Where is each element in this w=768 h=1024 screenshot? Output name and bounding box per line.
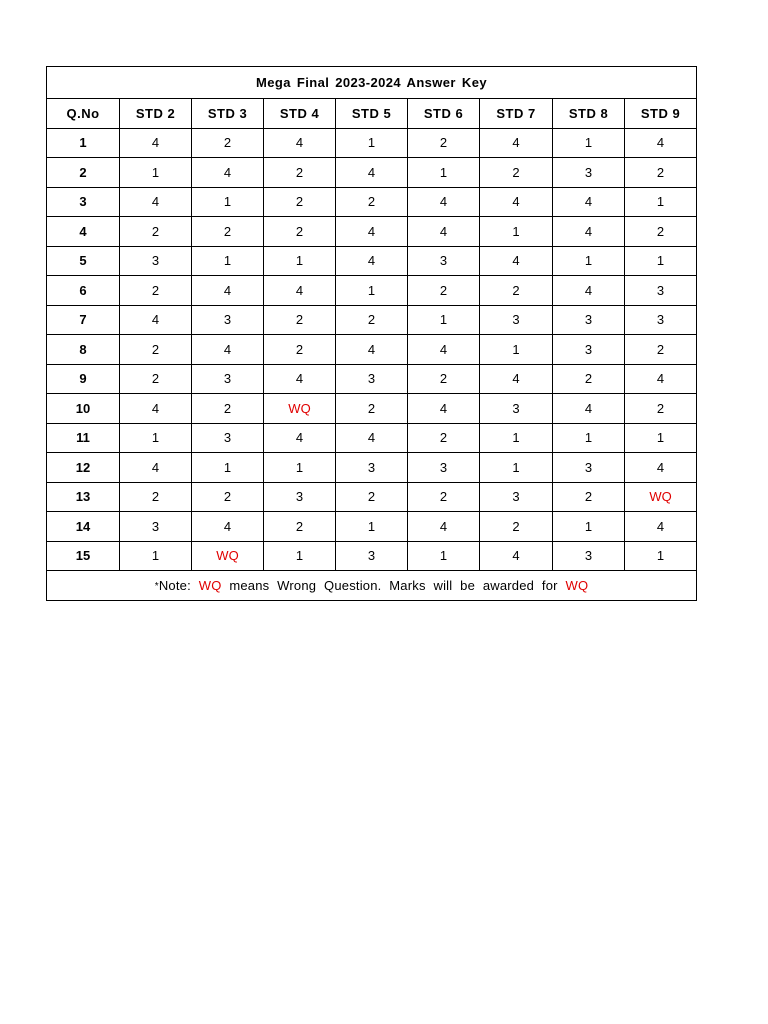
answer-cell: 2	[120, 276, 192, 306]
answer-cell: 1	[553, 246, 625, 276]
answer-cell: 4	[120, 394, 192, 424]
answer-cell: 4	[192, 512, 264, 542]
table-row	[47, 276, 697, 306]
answer-cell: 1	[336, 276, 408, 306]
answer-cell: 2	[408, 482, 480, 512]
answer-cell: 2	[120, 364, 192, 394]
answer-cell: 1	[480, 423, 553, 453]
answer-cell: 4	[625, 453, 697, 483]
answer-cell: 1	[264, 453, 336, 483]
note-star: *	[154, 580, 159, 592]
answer-cell: 2	[336, 482, 408, 512]
answer-cell: 2	[553, 482, 625, 512]
note-wq-first: WQ	[198, 577, 222, 593]
answer-cell: 2	[553, 364, 625, 394]
answer-cell: 2	[336, 305, 408, 335]
note-row	[47, 571, 697, 601]
table-row	[47, 305, 697, 335]
answer-cell: 2	[192, 482, 264, 512]
answer-cell: 3	[336, 453, 408, 483]
answer-cell: 1	[480, 335, 553, 365]
answer-cell: 3	[553, 158, 625, 188]
answer-cell: 3	[625, 305, 697, 335]
answer-cell: 2	[264, 217, 336, 247]
question-number: 1	[47, 128, 120, 158]
answer-cell: 2	[264, 187, 336, 217]
header-std-4: STD 4	[264, 99, 336, 129]
answer-cell: 4	[408, 217, 480, 247]
answer-key-table	[46, 66, 697, 601]
answer-cell: 3	[192, 364, 264, 394]
answer-cell: 2	[264, 335, 336, 365]
question-number: 8	[47, 335, 120, 365]
answer-cell: 4	[480, 364, 553, 394]
answer-cell: 4	[264, 128, 336, 158]
note-wq-second: WQ	[565, 577, 589, 593]
answer-cell: 2	[336, 187, 408, 217]
answer-cell: 2	[625, 217, 697, 247]
answer-cell: 3	[553, 453, 625, 483]
answer-cell: 2	[192, 394, 264, 424]
answer-cell: 4	[625, 128, 697, 158]
answer-cell: 1	[120, 158, 192, 188]
answer-cell: 1	[625, 423, 697, 453]
answer-cell: 1	[408, 158, 480, 188]
question-number: 6	[47, 276, 120, 306]
answer-cell: 1	[192, 187, 264, 217]
table-row	[47, 364, 697, 394]
wrong-question-cell: WQ	[625, 482, 697, 512]
table-row	[47, 217, 697, 247]
answer-cell: 1	[480, 217, 553, 247]
question-number: 10	[47, 394, 120, 424]
answer-cell: 4	[336, 158, 408, 188]
answer-cell: 4	[480, 128, 553, 158]
answer-cell: 2	[625, 335, 697, 365]
answer-cell: 4	[625, 512, 697, 542]
answer-cell: 2	[408, 128, 480, 158]
answer-cell: 2	[264, 158, 336, 188]
question-number: 4	[47, 217, 120, 247]
question-number: 13	[47, 482, 120, 512]
answer-cell: 1	[625, 246, 697, 276]
answer-cell: 4	[120, 128, 192, 158]
table-row	[47, 158, 697, 188]
note-text: means Wrong Question. Marks will be awarded for	[229, 577, 558, 593]
answer-cell: 3	[120, 512, 192, 542]
answer-cell: 2	[120, 482, 192, 512]
answer-cell: 4	[408, 187, 480, 217]
answer-cell: 4	[336, 246, 408, 276]
table-row	[47, 128, 697, 158]
answer-cell: 3	[408, 453, 480, 483]
answer-cell: 4	[192, 158, 264, 188]
answer-cell: 3	[192, 423, 264, 453]
answer-cell: 1	[408, 541, 480, 571]
question-number: 11	[47, 423, 120, 453]
table-row	[47, 512, 697, 542]
answer-cell: 3	[336, 541, 408, 571]
answer-cell: 4	[408, 394, 480, 424]
answer-cell: 1	[553, 128, 625, 158]
answer-cell: 1	[336, 128, 408, 158]
answer-cell: 1	[553, 423, 625, 453]
answer-cell: 3	[553, 335, 625, 365]
header-std-5: STD 5	[336, 99, 408, 129]
answer-cell: 4	[120, 453, 192, 483]
answer-cell: 3	[553, 541, 625, 571]
answer-cell: 1	[336, 512, 408, 542]
header-row	[47, 99, 697, 129]
answer-cell: 2	[480, 158, 553, 188]
header-std-2: STD 2	[120, 99, 192, 129]
answer-cell: 4	[264, 276, 336, 306]
question-number: 2	[47, 158, 120, 188]
note-prefix: Note:	[158, 577, 191, 593]
answer-cell: 4	[336, 217, 408, 247]
answer-cell: 4	[480, 541, 553, 571]
header-qno: Q.No	[47, 99, 120, 129]
table-row	[47, 246, 697, 276]
answer-cell: 4	[120, 187, 192, 217]
question-number: 14	[47, 512, 120, 542]
answer-cell: 1	[192, 453, 264, 483]
question-number: 9	[47, 364, 120, 394]
wrong-question-cell: WQ	[264, 394, 336, 424]
answer-cell: 1	[120, 423, 192, 453]
answer-cell: 2	[625, 158, 697, 188]
answer-cell: 2	[625, 394, 697, 424]
answer-cell: 4	[264, 364, 336, 394]
answer-cell: 1	[408, 305, 480, 335]
header-std-8: STD 8	[553, 99, 625, 129]
answer-cell: 4	[264, 423, 336, 453]
answer-cell: 2	[408, 276, 480, 306]
wrong-question-cell: WQ	[192, 541, 264, 571]
question-number: 3	[47, 187, 120, 217]
table-row	[47, 187, 697, 217]
answer-cell: 2	[120, 335, 192, 365]
answer-cell: 3	[480, 394, 553, 424]
answer-cell: 3	[480, 305, 553, 335]
answer-cell: 1	[192, 246, 264, 276]
answer-cell: 4	[553, 187, 625, 217]
question-number: 15	[47, 541, 120, 571]
answer-cell: 3	[120, 246, 192, 276]
answer-cell: 1	[480, 453, 553, 483]
answer-cell: 4	[336, 335, 408, 365]
answer-cell: 2	[120, 217, 192, 247]
answer-cell: 4	[553, 394, 625, 424]
table-row	[47, 453, 697, 483]
answer-cell: 2	[480, 276, 553, 306]
answer-cell: 1	[625, 187, 697, 217]
answer-cell: 3	[553, 305, 625, 335]
answer-cell: 4	[120, 305, 192, 335]
answer-cell: 2	[264, 512, 336, 542]
table-row	[47, 482, 697, 512]
answer-cell: 2	[192, 128, 264, 158]
answer-cell: 2	[408, 423, 480, 453]
question-number: 12	[47, 453, 120, 483]
answer-cell: 1	[553, 512, 625, 542]
answer-cell: 4	[408, 512, 480, 542]
answer-cell: 4	[480, 246, 553, 276]
question-number: 7	[47, 305, 120, 335]
answer-cell: 3	[625, 276, 697, 306]
title-row	[47, 67, 697, 99]
header-std-9: STD 9	[625, 99, 697, 129]
answer-cell: 3	[480, 482, 553, 512]
answer-cell: 1	[120, 541, 192, 571]
note-cell	[47, 571, 697, 601]
table-title: Mega Final 2023-2024 Answer Key	[47, 67, 697, 99]
answer-cell: 2	[264, 305, 336, 335]
answer-cell: 1	[625, 541, 697, 571]
question-number: 5	[47, 246, 120, 276]
answer-cell: 3	[408, 246, 480, 276]
header-std-7: STD 7	[480, 99, 553, 129]
header-std-6: STD 6	[408, 99, 480, 129]
answer-cell: 3	[264, 482, 336, 512]
answer-cell: 2	[480, 512, 553, 542]
answer-cell: 4	[480, 187, 553, 217]
answer-cell: 4	[553, 276, 625, 306]
table-row	[47, 335, 697, 365]
answer-cell: 4	[192, 335, 264, 365]
answer-rows	[47, 128, 697, 571]
answer-cell: 3	[336, 364, 408, 394]
answer-cell: 2	[192, 217, 264, 247]
header-std-3: STD 3	[192, 99, 264, 129]
table-row	[47, 541, 697, 571]
answer-cell: 2	[408, 364, 480, 394]
answer-cell: 4	[192, 276, 264, 306]
answer-cell: 2	[336, 394, 408, 424]
table-row	[47, 394, 697, 424]
answer-cell: 1	[264, 541, 336, 571]
answer-cell: 1	[264, 246, 336, 276]
table-row	[47, 423, 697, 453]
answer-key-sheet	[46, 66, 696, 601]
answer-cell: 3	[192, 305, 264, 335]
answer-cell: 4	[336, 423, 408, 453]
answer-cell: 4	[625, 364, 697, 394]
answer-cell: 4	[553, 217, 625, 247]
answer-cell: 4	[408, 335, 480, 365]
